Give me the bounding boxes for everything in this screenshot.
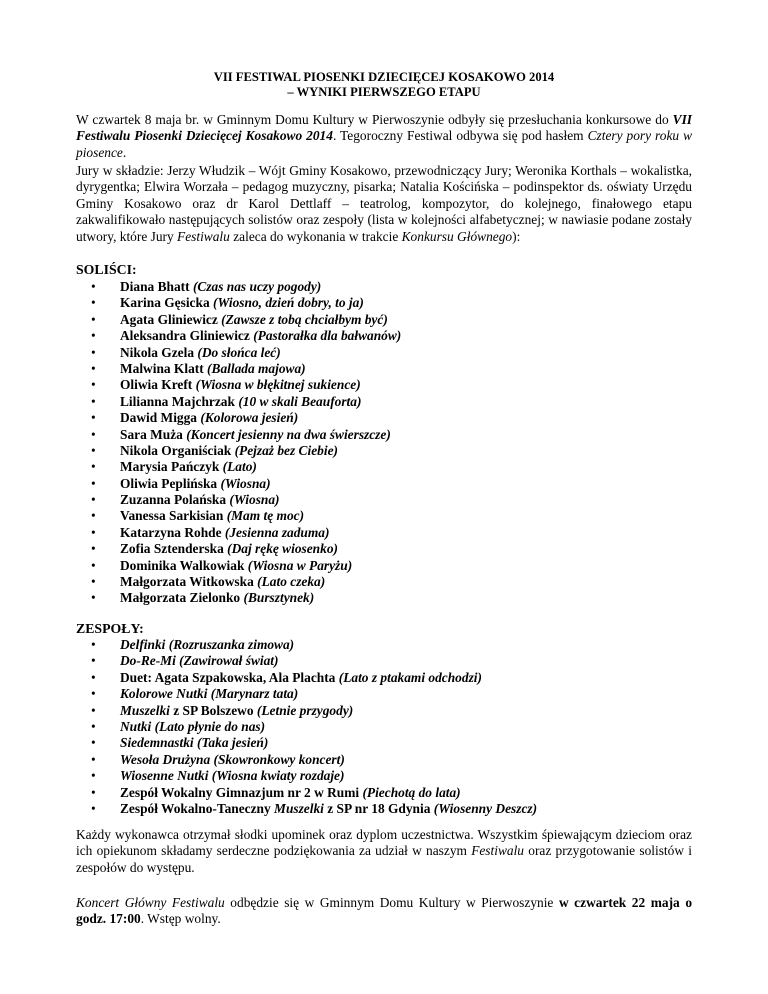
- closing-text: Każdy wykonawca otrzymał słodki upominek oraz dyplom uczestnictwa. Wszystkim śpiewającym dzieciom oraz ich opiekunom składamy serdeczne podziękowania za udział w naszym: [76, 827, 692, 859]
- song-title: (Mam tę moc): [226, 508, 305, 524]
- soloist-name: Malwina Klatt: [120, 360, 204, 376]
- soloist-name: Zofia Sztenderska: [120, 541, 224, 557]
- soloist-name: Agata Gliniewicz: [120, 311, 218, 327]
- bullet-icon: •: [91, 800, 96, 816]
- list-item: [76, 785, 537, 801]
- bullet-icon: •: [91, 393, 96, 409]
- list-item: [76, 768, 537, 784]
- soloist-name: Nikola Gzela: [120, 344, 195, 360]
- list-item: [76, 590, 401, 606]
- festival-motto: Cztery pory roku w piosence: [76, 128, 692, 160]
- groups-heading: ZESPOŁY:: [76, 621, 144, 636]
- song-title: (Skowronkowy koncert): [213, 751, 345, 767]
- list-item: [76, 410, 401, 426]
- list-item: [76, 328, 401, 344]
- jury-paragraph: [76, 163, 692, 245]
- song-title: (Koncert jesienny na dwa świerszcze): [186, 426, 391, 442]
- list-item: [76, 719, 537, 735]
- song-title: (Taka jesień): [197, 735, 269, 751]
- soloist-name: Lilianna Majchrzak: [120, 393, 235, 409]
- song-title: (Jesienna zaduma): [224, 524, 330, 540]
- main-concert: Koncert Główny Festiwalu: [76, 895, 225, 910]
- list-item: [76, 752, 537, 768]
- song-title: (Pejzaż bez Ciebie): [234, 442, 338, 458]
- soloists-list: [76, 279, 401, 607]
- list-item: [76, 508, 401, 524]
- list-item: [76, 703, 537, 719]
- group-name: Wiosenne Nutki: [120, 768, 209, 784]
- main-contest: Konkursu Głównego: [401, 228, 513, 244]
- list-item: [76, 686, 537, 702]
- list-item: [76, 279, 401, 295]
- list-item: [76, 525, 401, 541]
- soloist-name: Oliwia Peplińska: [120, 475, 218, 491]
- song-title: (Wiosno, dzień dobry, to ja): [213, 295, 364, 311]
- intro-text: W czwartek 8 maja br. w Gminnym Domu Kultury w Pierwoszynie odbyły się przesłuchania konkursowe do: [76, 112, 673, 127]
- song-title: (Rozruszanka zimowa): [168, 637, 295, 652]
- song-title: (Bursztynek): [243, 590, 315, 606]
- bullet-icon: •: [91, 784, 96, 800]
- list-item: [76, 476, 401, 492]
- list-item: [76, 735, 537, 751]
- soloist-name: Diana Bhatt: [120, 279, 190, 294]
- bullet-icon: •: [91, 669, 96, 685]
- group-name: Siedemnastki: [120, 735, 194, 751]
- closing-text-2: oraz przygotowanie solistów i zespołów do występu.: [76, 843, 692, 875]
- bullet-icon: •: [91, 459, 96, 475]
- bullet-icon: •: [91, 426, 96, 442]
- list-item: [76, 443, 401, 459]
- concert-paragraph: [76, 895, 692, 928]
- list-item: [76, 295, 401, 311]
- list-item: [76, 637, 537, 653]
- group-name: Kolorowe Nutki: [120, 686, 208, 702]
- list-item: [76, 361, 401, 377]
- concert-end: . Wstęp wolny.: [140, 911, 221, 927]
- group-name: Wesoła Drużyna: [120, 751, 211, 767]
- list-item: [76, 653, 537, 669]
- bullet-icon: •: [91, 328, 96, 344]
- song-title: (Wiosna): [229, 492, 280, 508]
- bullet-icon: •: [91, 311, 96, 327]
- soloist-name: Dawid Migga: [120, 410, 197, 426]
- song-title: (Kolorowa jesień): [200, 410, 299, 426]
- title-line-2: – WYNIKI PIERWSZEGO ETAPU: [287, 85, 481, 99]
- song-title: (Wiosna w Paryżu): [247, 557, 353, 573]
- song-title: (Do słońca leć): [197, 344, 281, 360]
- bullet-icon: •: [91, 735, 96, 751]
- song-title: (Wiosna): [220, 475, 271, 491]
- soloist-name: Marysia Pańczyk: [120, 459, 220, 475]
- song-title: (Wiosna w błękitnej sukience): [195, 377, 361, 393]
- intro-text-2: . Tegoroczny Festiwal odbywa się pod hasłem: [332, 128, 588, 144]
- bullet-icon: •: [91, 637, 96, 652]
- bullet-icon: •: [91, 524, 96, 540]
- bullet-icon: •: [91, 686, 96, 702]
- group-prefix: Zespół Wokalny Gimnazjum nr 2 w Rumi: [120, 784, 360, 800]
- concert-text: odbędzie się w Gminnym Domu Kultury w Pierwoszynie: [224, 895, 559, 910]
- soloist-name: Małgorzata Witkowska: [120, 574, 254, 590]
- list-item: [76, 459, 401, 475]
- groups-list: [76, 637, 537, 817]
- list-item: [76, 670, 537, 686]
- closing-paragraph: [76, 827, 692, 876]
- list-item: [76, 345, 401, 361]
- song-title: (Lato płynie do nas): [154, 718, 266, 734]
- bullet-icon: •: [91, 653, 96, 669]
- title-line-1: VII FESTIWAL PIOSENKI DZIECIĘCEJ KOSAKOWO 2014: [213, 70, 555, 84]
- bullet-icon: •: [91, 492, 96, 508]
- group-name: Nutki: [120, 718, 152, 734]
- song-title: (Daj rękę wiosenko): [227, 541, 338, 557]
- song-title: (Wiosna kwiaty rozdaje): [211, 768, 345, 784]
- song-title: (Pastorałka dla bałwanów): [253, 328, 402, 344]
- song-title: (Letnie przygody): [256, 702, 354, 718]
- intro-paragraph: [76, 112, 692, 161]
- group-name: Do-Re-Mi: [120, 653, 176, 669]
- bullet-icon: •: [91, 442, 96, 458]
- list-item: [76, 492, 401, 508]
- festival-word: Festiwalu: [177, 228, 230, 244]
- song-title: (Piechotą do lata): [362, 784, 461, 800]
- group-school: z SP nr 18 Gdynia: [323, 800, 431, 816]
- list-item: [76, 574, 401, 590]
- list-item: [76, 312, 401, 328]
- bullet-icon: •: [91, 360, 96, 376]
- song-title: (Wiosenny Deszcz): [433, 800, 538, 816]
- soloist-name: Karina Gęsicka: [120, 295, 210, 311]
- bullet-icon: •: [91, 410, 96, 426]
- song-title: (Marynarz tata): [210, 686, 299, 702]
- bullet-icon: •: [91, 574, 96, 590]
- song-title: (Zawsze z tobą chciałbym być): [221, 311, 388, 327]
- bullet-icon: •: [91, 475, 96, 491]
- soloist-name: Małgorzata Zielonko: [120, 590, 241, 606]
- song-title: (Zawirował świat): [179, 653, 279, 669]
- festival-name: VII Festiwalu Piosenki Dziecięcej Kosakowo 2014: [76, 112, 692, 144]
- bullet-icon: •: [91, 751, 96, 767]
- soloists-heading: SOLIŚCI:: [76, 262, 137, 277]
- jury-text: Jury w składzie: Jerzy Włudzik – Wójt Gminy Kosakowo, przewodniczący Jury; Weronika Korthals – wokalistka, dyrygentka; Elwira Worzała – pedagog muzyczny, pisarka; Natalia Kościńska – podinspektor ds. oświaty Urzędu Gminy Kosakowo oraz dr Karol Dettlaff – teatrolog, kompozytor, do kolejnego, finałowego etapu zakwalifikowało następujących solistów oraz zespoły (lista w kolejności alfabetycznej; w nawiasie podane zostały utwory, które Jury: [76, 163, 692, 244]
- bullet-icon: •: [91, 557, 96, 573]
- group-prefix: Zespół Wokalno-Taneczny: [120, 800, 275, 816]
- song-title: (Czas nas uczy pogody): [192, 279, 322, 294]
- jury-end: ):: [512, 228, 521, 244]
- list-item: [76, 427, 401, 443]
- list-item: [76, 394, 401, 410]
- festival-word-2: Festiwalu: [471, 843, 525, 859]
- bullet-icon: •: [91, 344, 96, 360]
- soloist-name: Oliwia Kreft: [120, 377, 193, 393]
- bullet-icon: •: [91, 377, 96, 393]
- group-prefix: Duet: Agata Szpakowska, Ala Plachta: [120, 669, 336, 685]
- soloist-name: Dominika Walkowiak: [120, 557, 245, 573]
- soloist-name: Zuzanna Polańska: [120, 492, 227, 508]
- bullet-icon: •: [91, 279, 96, 294]
- soloist-name: Katarzyna Rohde: [120, 524, 222, 540]
- jury-text-2: zaleca do wykonania w trakcie: [229, 228, 402, 244]
- bullet-icon: •: [91, 508, 96, 524]
- bullet-icon: •: [91, 702, 96, 718]
- song-title: (Lato z ptakami odchodzi): [338, 669, 482, 685]
- soloist-name: Aleksandra Gliniewicz: [120, 328, 250, 344]
- list-item: [76, 377, 401, 393]
- group-name: Muszelki: [120, 702, 170, 718]
- bullet-icon: •: [91, 541, 96, 557]
- group-name: Muszelki: [274, 800, 324, 816]
- list-item: [76, 558, 401, 574]
- bullet-icon: •: [91, 295, 96, 311]
- list-item: [76, 541, 401, 557]
- bullet-icon: •: [91, 768, 96, 784]
- song-title: (Lato): [222, 459, 257, 475]
- soloist-name: Sara Muża: [120, 426, 183, 442]
- group-name: Delfinki: [120, 637, 166, 652]
- soloist-name: Vanessa Sarkisian: [120, 508, 224, 524]
- group-school: z SP Bolszewo: [169, 702, 254, 718]
- soloist-name: Nikola Organiściak: [120, 442, 232, 458]
- bullet-icon: •: [91, 718, 96, 734]
- concert-date: w czwartek 22 maja o godz. 17:00: [76, 895, 693, 927]
- song-title: (10 w skali Beauforta): [238, 393, 362, 409]
- list-item: [76, 801, 537, 817]
- bullet-icon: •: [91, 590, 96, 606]
- intro-end: .: [122, 144, 127, 160]
- song-title: (Ballada majowa): [207, 360, 306, 376]
- document-title: [0, 70, 768, 100]
- song-title: (Lato czeka): [257, 574, 326, 590]
